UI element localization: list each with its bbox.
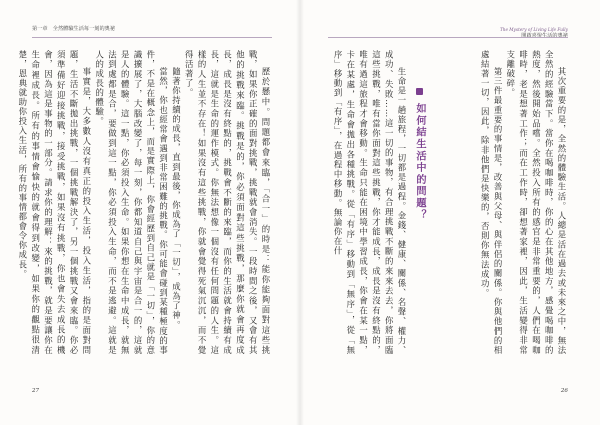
page-number-left: 27	[32, 388, 40, 394]
right-body-text-bottom	[328, 50, 408, 355]
heading-bullet-icon	[416, 88, 423, 95]
chapter-header-text: 第一章 全然體驗生活每一刻的奧祕	[32, 26, 116, 32]
right-body-text-top	[430, 50, 568, 355]
book-gutter	[296, 0, 304, 425]
section-heading-text: 如何結生活中的問題？	[414, 103, 425, 222]
body-paragraph: 事實是，大多數人沒有真正的投入生活，投入生活，指的是面對問題，生活不斷拋出挑戰，一個挑戰解決了，另一個挑戰又會來臨。你必須準備好迎接挑戰，接受挑戰，如果沒有挑戰，你也會失去成長的機會，因為這是事物的一部分。請求你的理解：來的挑戰，就是要讓你在生命裡成長。所有的事情會愉快的就會得到改變，如果你的觀點很清楚，恩典就助你投入生活，所有的事情都會令你成長。	[17, 50, 92, 355]
body-paragraph: 第三件最重要的事情是，改善與父母、與伴侶的關係。你與他們的相處結著一切，因此，除非他們是快樂的，否則你無法成功。	[480, 50, 504, 355]
body-paragraph: 隨著你持續的成長，直到最後，你成為了「一切」，成為了神。	[171, 66, 182, 330]
chapter-running-header	[32, 26, 115, 33]
page-number-right: 26	[560, 388, 568, 394]
body-paragraph: 歷於懸中。問題都會來臨，「合一」的時是：能你能夠面對這些挑戰，如果你正確的面對挑戰，挑戰就會消失。一段時間之後，又會有其他的挑戰來臨。挑戰是的，你必須面對這些挑戰，那麼你就會再度成長，成長是沒有終點的，挑戰會不斷的來臨，而你的生活就會持續有成長，這就是生命的運作模式。你無法想像一個沒有任何問題的人生。這樣的人生並不存在！如果沒有這些挑戰，你就會覺得死氣沉沉，而不覺得活著了。	[184, 50, 271, 355]
book-title-english: The Mystery of Living Life Fully	[499, 27, 568, 32]
header-rule-left	[32, 37, 272, 38]
body-paragraph: 其次重要的是，全然的體驗生活。人總是活在過去或未來之中，無法全然的經驗當下。當你在喝咖啡時，你的心在其他地方，感覺喝咖啡的熱度，然後開始品嚐。全然投入所有的感官是非常重要的，人們在喝咖啡時，老是想著工作；而在工作時，卻想著家裡，因此，生活變得非常支離破碎。	[505, 50, 567, 355]
right-page	[300, 0, 600, 425]
section-heading	[411, 88, 427, 223]
book-title-chinese: 開啟喜悅生活的奧祕	[521, 33, 568, 39]
body-paragraph: 當然，你也經常會遇到非常困難的挑戰。你可能會碰到某種極度的事件，不是在概念上，而是實際上，你會經歷到自己就是「一切」，你的意識擴展了，大腦改變了，每一刻，你都知道自己與宇宙是合一的，這就是人的體驗。這一點，你必須投入生命。如果你想在生命中成長，就無法到處都是合，要做到這一點，你必須投入生命，而不是逃避。這就是人的成長的體驗。	[94, 50, 169, 355]
left-body-text	[17, 50, 272, 355]
body-paragraph: 生命是一趟旅程，一切都是過程。金錢、健康、關係、名聲、權力、成功、失敗……這一切的事物，有合理挑戰不斷的來來去去，你將面臨這些挑戰，唯有當你面對這些挑戰，你才能成長，成長是沒有終點的，唯有過這旅程才會移動。生命只能在困境中學習成長，你會在某一點，卡在某處，生命會拋出各種挑戰。從「有序」移動到「無序」，從「無序」移動到「有序」，在過程中移動。無論你在什	[333, 50, 407, 355]
header-rule-right	[328, 37, 568, 38]
